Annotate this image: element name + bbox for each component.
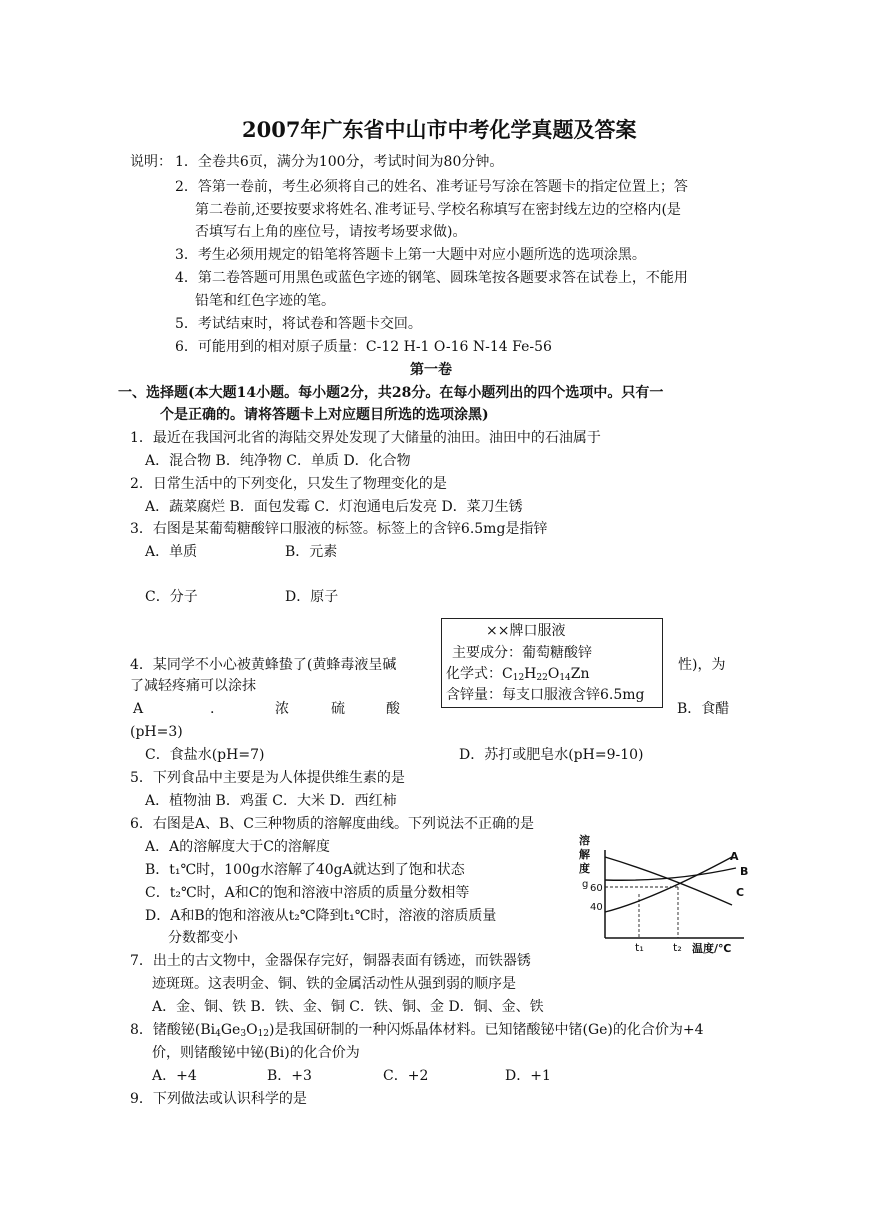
question-4-option-d: D．苏打或肥皂水(pH=9-10): [459, 747, 644, 763]
instruction-item: 1．全卷共6页，满分为100分，考试时间为80分钟。: [175, 154, 504, 170]
product-label: [441, 618, 663, 708]
curve-c: [605, 857, 732, 905]
part-heading-line2: 个是正确的。请将答题卡上对应题目所选的选项涂黑): [160, 407, 489, 423]
question-1-stem: 1．最近在我国河北省的海陆交界处发现了大储量的油田。油田中的石油属于: [130, 430, 601, 446]
question-6-option-a: A．A的溶解度大于C的溶解度: [145, 839, 330, 855]
label-formula: 化学式：$C_{12}H_{22}O_{14}Zn$: [446, 666, 590, 683]
question-6-option-d: D．A和B的饱和溶液从t₂℃降到t₁℃时，溶液的溶质质量: [145, 908, 497, 924]
section-title: 第一卷: [410, 362, 452, 378]
y-tick-40: 40: [590, 902, 603, 913]
part-heading-line1: 一、选择题(本大题14小题。每小题2分，共28分。在每小题列出的四个选项中。只有一: [118, 385, 664, 401]
question-4-option-b-cont: (pH=3): [130, 724, 183, 740]
question-6-option-c: C．t₂℃时，A和C的饱和溶液中溶质的质量分数相等: [145, 885, 470, 901]
question-3-option-a: A．单质: [145, 544, 198, 560]
instruction-item: 3．考生必须用规定的铅笔将答题卡上第一大题中对应小题所选的选项涂黑。: [175, 247, 646, 263]
question-8-stem-cont: 价，则锗酸铋中铋(Bi)的化合价为: [152, 1045, 360, 1061]
question-7-options: A．金、铜、铁 B．铁、金、铜 C．铁、铜、金 D．铜、金、铁: [152, 999, 544, 1015]
curve-b: [605, 868, 736, 880]
label-zinc-content: 含锌量：每支口服液含锌6.5mg: [446, 687, 645, 703]
question-4-option-a: 浓: [275, 701, 289, 717]
label-ingredient: 主要成分：葡萄糖酸锌: [452, 645, 592, 661]
solubility-chart: [572, 830, 752, 956]
instruction-item: 6．可能用到的相对原子质量：C-12 H-1 O-16 N-14 Fe-56: [175, 339, 552, 355]
question-2-stem: 2．日常生活中的下列变化，只发生了物理变化的是: [130, 476, 447, 492]
question-6-option-b: B．t₁℃时，100g水溶解了40gA就达到了饱和状态: [145, 862, 465, 878]
x-axis-label: 温度/℃: [692, 942, 732, 955]
question-3-option-c: C．分子: [145, 589, 198, 605]
instruction-item: 2．答第一卷前，考生必须将自己的姓名、准考证号写涂在答题卡的指定位置上；答: [175, 179, 688, 195]
instruction-item: 铅笔和红色字迹的笔。: [195, 293, 335, 309]
question-8-option-b: B．+3: [267, 1068, 312, 1084]
instruction-item: 4．第二卷答题可用黑色或蓝色字迹的钢笔、圆珠笔按各题要求答在试卷上，不能用: [175, 270, 688, 286]
question-4-option-a: 硫: [331, 701, 345, 717]
question-7-stem: 7．出土的古文物中，金器保存完好，铜器表面有锈迹，而铁器锈: [130, 953, 531, 969]
question-4-option-a: .: [210, 701, 215, 717]
instructions-lead: 说明：: [130, 154, 172, 170]
question-4-stem-end: 性)，为: [678, 657, 726, 673]
page-title: 2007年广东省中山市中考化学真题及答案: [242, 117, 637, 142]
y-axis-label: 溶: [579, 834, 590, 847]
y-axis-label: 度: [579, 862, 590, 875]
y-axis-label: 解: [579, 848, 590, 861]
curve-c-label: C: [736, 886, 745, 899]
label-brand: ××牌口服液: [486, 623, 566, 639]
x-tick-t1: t₁: [635, 941, 644, 954]
y-tick-60: 60: [590, 883, 603, 894]
question-4-option-a: A: [133, 701, 144, 717]
question-3-option-d: D．原子: [285, 589, 339, 605]
instruction-item: 5．考试结束时，将试卷和答题卡交回。: [175, 316, 422, 332]
question-8-stem: 8．锗酸铋$(Bi_4Ge_3O_{12})$是我国研制的一种闪烁晶体材料。已知锗酸铋中锗(Ge)的化合价为+4: [130, 1022, 704, 1039]
question-9-stem: 9．下列做法或认识科学的是: [130, 1091, 307, 1107]
question-4-option-c: C．食盐水(pH=7): [145, 747, 265, 763]
question-5-stem: 5．下列食品中主要是为人体提供维生素的是: [130, 770, 405, 786]
question-7-stem-cont: 迹斑斑。这表明金、铜、铁的金属活动性从强到弱的顺序是: [152, 976, 516, 992]
question-5-options: A．植物油 B．鸡蛋 C．大米 D．西红柿: [145, 793, 397, 809]
question-8-option-d: D．+1: [505, 1068, 551, 1084]
question-3-option-b: B．元素: [285, 544, 338, 560]
curve-a-label: A: [730, 850, 739, 863]
curve-b-label: B: [740, 865, 749, 878]
curve-a: [605, 857, 732, 912]
question-8-option-c: C．+2: [383, 1068, 429, 1084]
instruction-item: 第二卷前,还要按要求将姓名､准考证号､学校名称填写在密封线左边的空格内(是: [195, 202, 681, 218]
y-axis-unit: g: [582, 879, 589, 890]
question-4-stem-cont: 了减轻疼痛可以涂抹: [130, 678, 256, 694]
question-4-option-b: B．食醋: [677, 701, 730, 717]
question-2-options: A．蔬菜腐烂 B．面包发霉 C．灯泡通电后发亮 D．菜刀生锈: [145, 499, 523, 515]
question-4-option-a: 酸: [386, 701, 400, 717]
question-8-option-a: A．+4: [152, 1068, 197, 1084]
question-3-stem: 3．右图是某葡萄糖酸锌口服液的标签。标签上的含锌6.5mg是指锌: [130, 521, 548, 537]
x-tick-t2: t₂: [673, 941, 682, 954]
instruction-item: 否填写右上角的座位号，请按考场要求做)。: [195, 224, 467, 240]
question-1-options: A．混合物 B．纯净物 C．单质 D．化合物: [145, 453, 411, 469]
question-4-stem: 4．某同学不小心被黄蜂蛰了(黄蜂毒液呈碱: [130, 657, 397, 673]
question-6-stem: 6．右图是A、B、C三种物质的溶解度曲线。下列说法不正确的是: [130, 816, 535, 832]
question-6-option-d-cont: 分数都变小: [168, 930, 238, 946]
